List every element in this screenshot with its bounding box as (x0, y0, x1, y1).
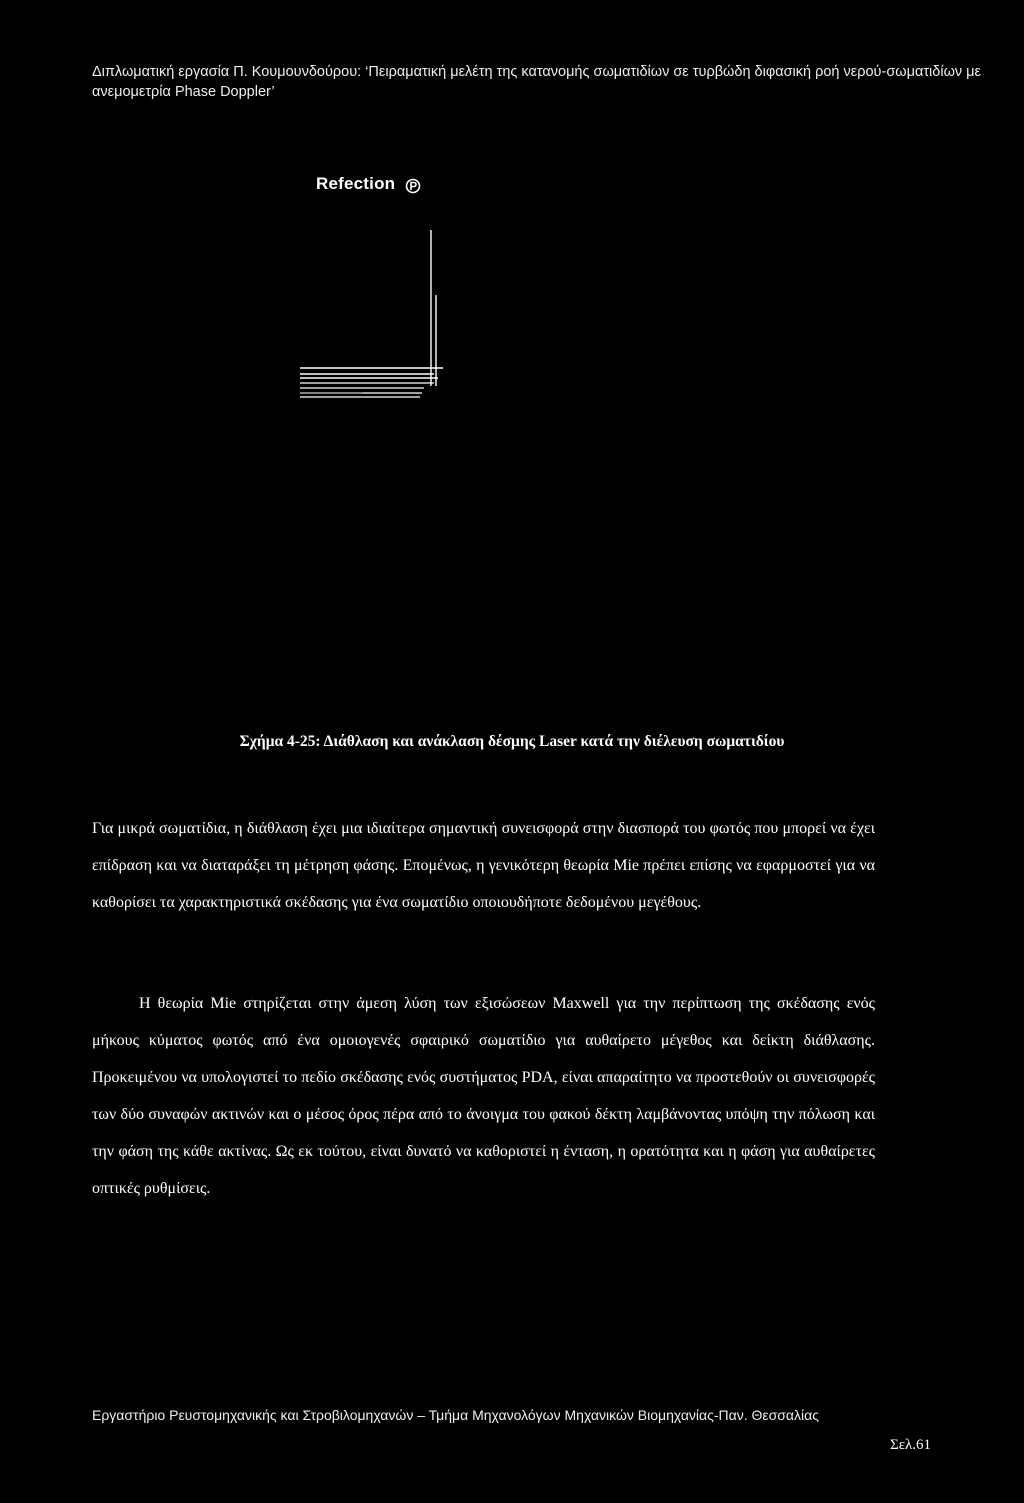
paragraph-2 (92, 985, 875, 1207)
paragraph-1 (92, 810, 875, 921)
paragraph-2-text: Η θεωρία Mie στηρίζεται στην άμεση λύση των εξισώσεων Maxwell για την περίπτωση της σκέδασης ενός μήκους κύματος φωτός από ένα ομοιογενές σφαιρικό σωματίδιο για αυθαίρετο μέγεθος και δείκτη διάθλασης. Προκειμένου να υπολογιστεί το πεδίο σκέδασης ενός συστήματος PDA, είναι απαραίτητο να προστεθούν οι συνεισφορές των δύο συναφών ακτινών και ο μέσος όρος πέρα από το άνοιγμα του φακού δέκτη λαμβάνοντας υπόψη την πόλωση και την φάση της κάθε ακτίνας. Ως εκ τούτου, είναι δυνατό να καθοριστεί η ένταση, η ορατότητα και η φάση για αυθαίρετες οπτικές ρυθμίσεις. (92, 995, 875, 1197)
figure-caption (0, 733, 1024, 751)
document-header: Διπλωματική εργασία Π. Κουμουνδούρου: ‘Πειραματική μελέτη της κατανομής σωματιδίων σε τυρβώδη διφασική ροή νερού-σωματιδίων με ανεμομετρία Phase Doppler’ (92, 64, 981, 100)
caption-number: Σχήμα 4-25: (239, 733, 321, 750)
page-number: Σελ.61 (890, 1437, 932, 1453)
beam-diagram (290, 170, 470, 410)
document-footer: Εργαστήριο Ρευστομηχανικής και Στροβιλομηχανών – Τμήμα Μηχανολόγων Μηχανικών Βιομηχανίας-Παν. Θεσσαλίας (92, 1407, 819, 1423)
figure-label: Refection (316, 174, 396, 193)
caption-text: Διάθλαση και ανάκλαση δέσμης Laser κατά την διέλευση σωματιδίου (323, 733, 785, 750)
paragraph-1-text: Για μικρά σωματίδια, η διάθλαση έχει μια ιδιαίτερα σημαντική συνεισφορά στην διασπορά του φωτός που μπορεί να έχει επίδραση και να διαταράξει τη μέτρηση φάσης. Επομένως, η γενικότερη θεωρία Mie πρέπει επίσης να εφαρμοστεί για να καθορίσει τα χαρακτηριστικά σκέδασης για ένα σωματίδιο οποιουδήποτε δεδομένου μεγέθους. (92, 820, 875, 911)
reflection-figure (290, 170, 470, 410)
